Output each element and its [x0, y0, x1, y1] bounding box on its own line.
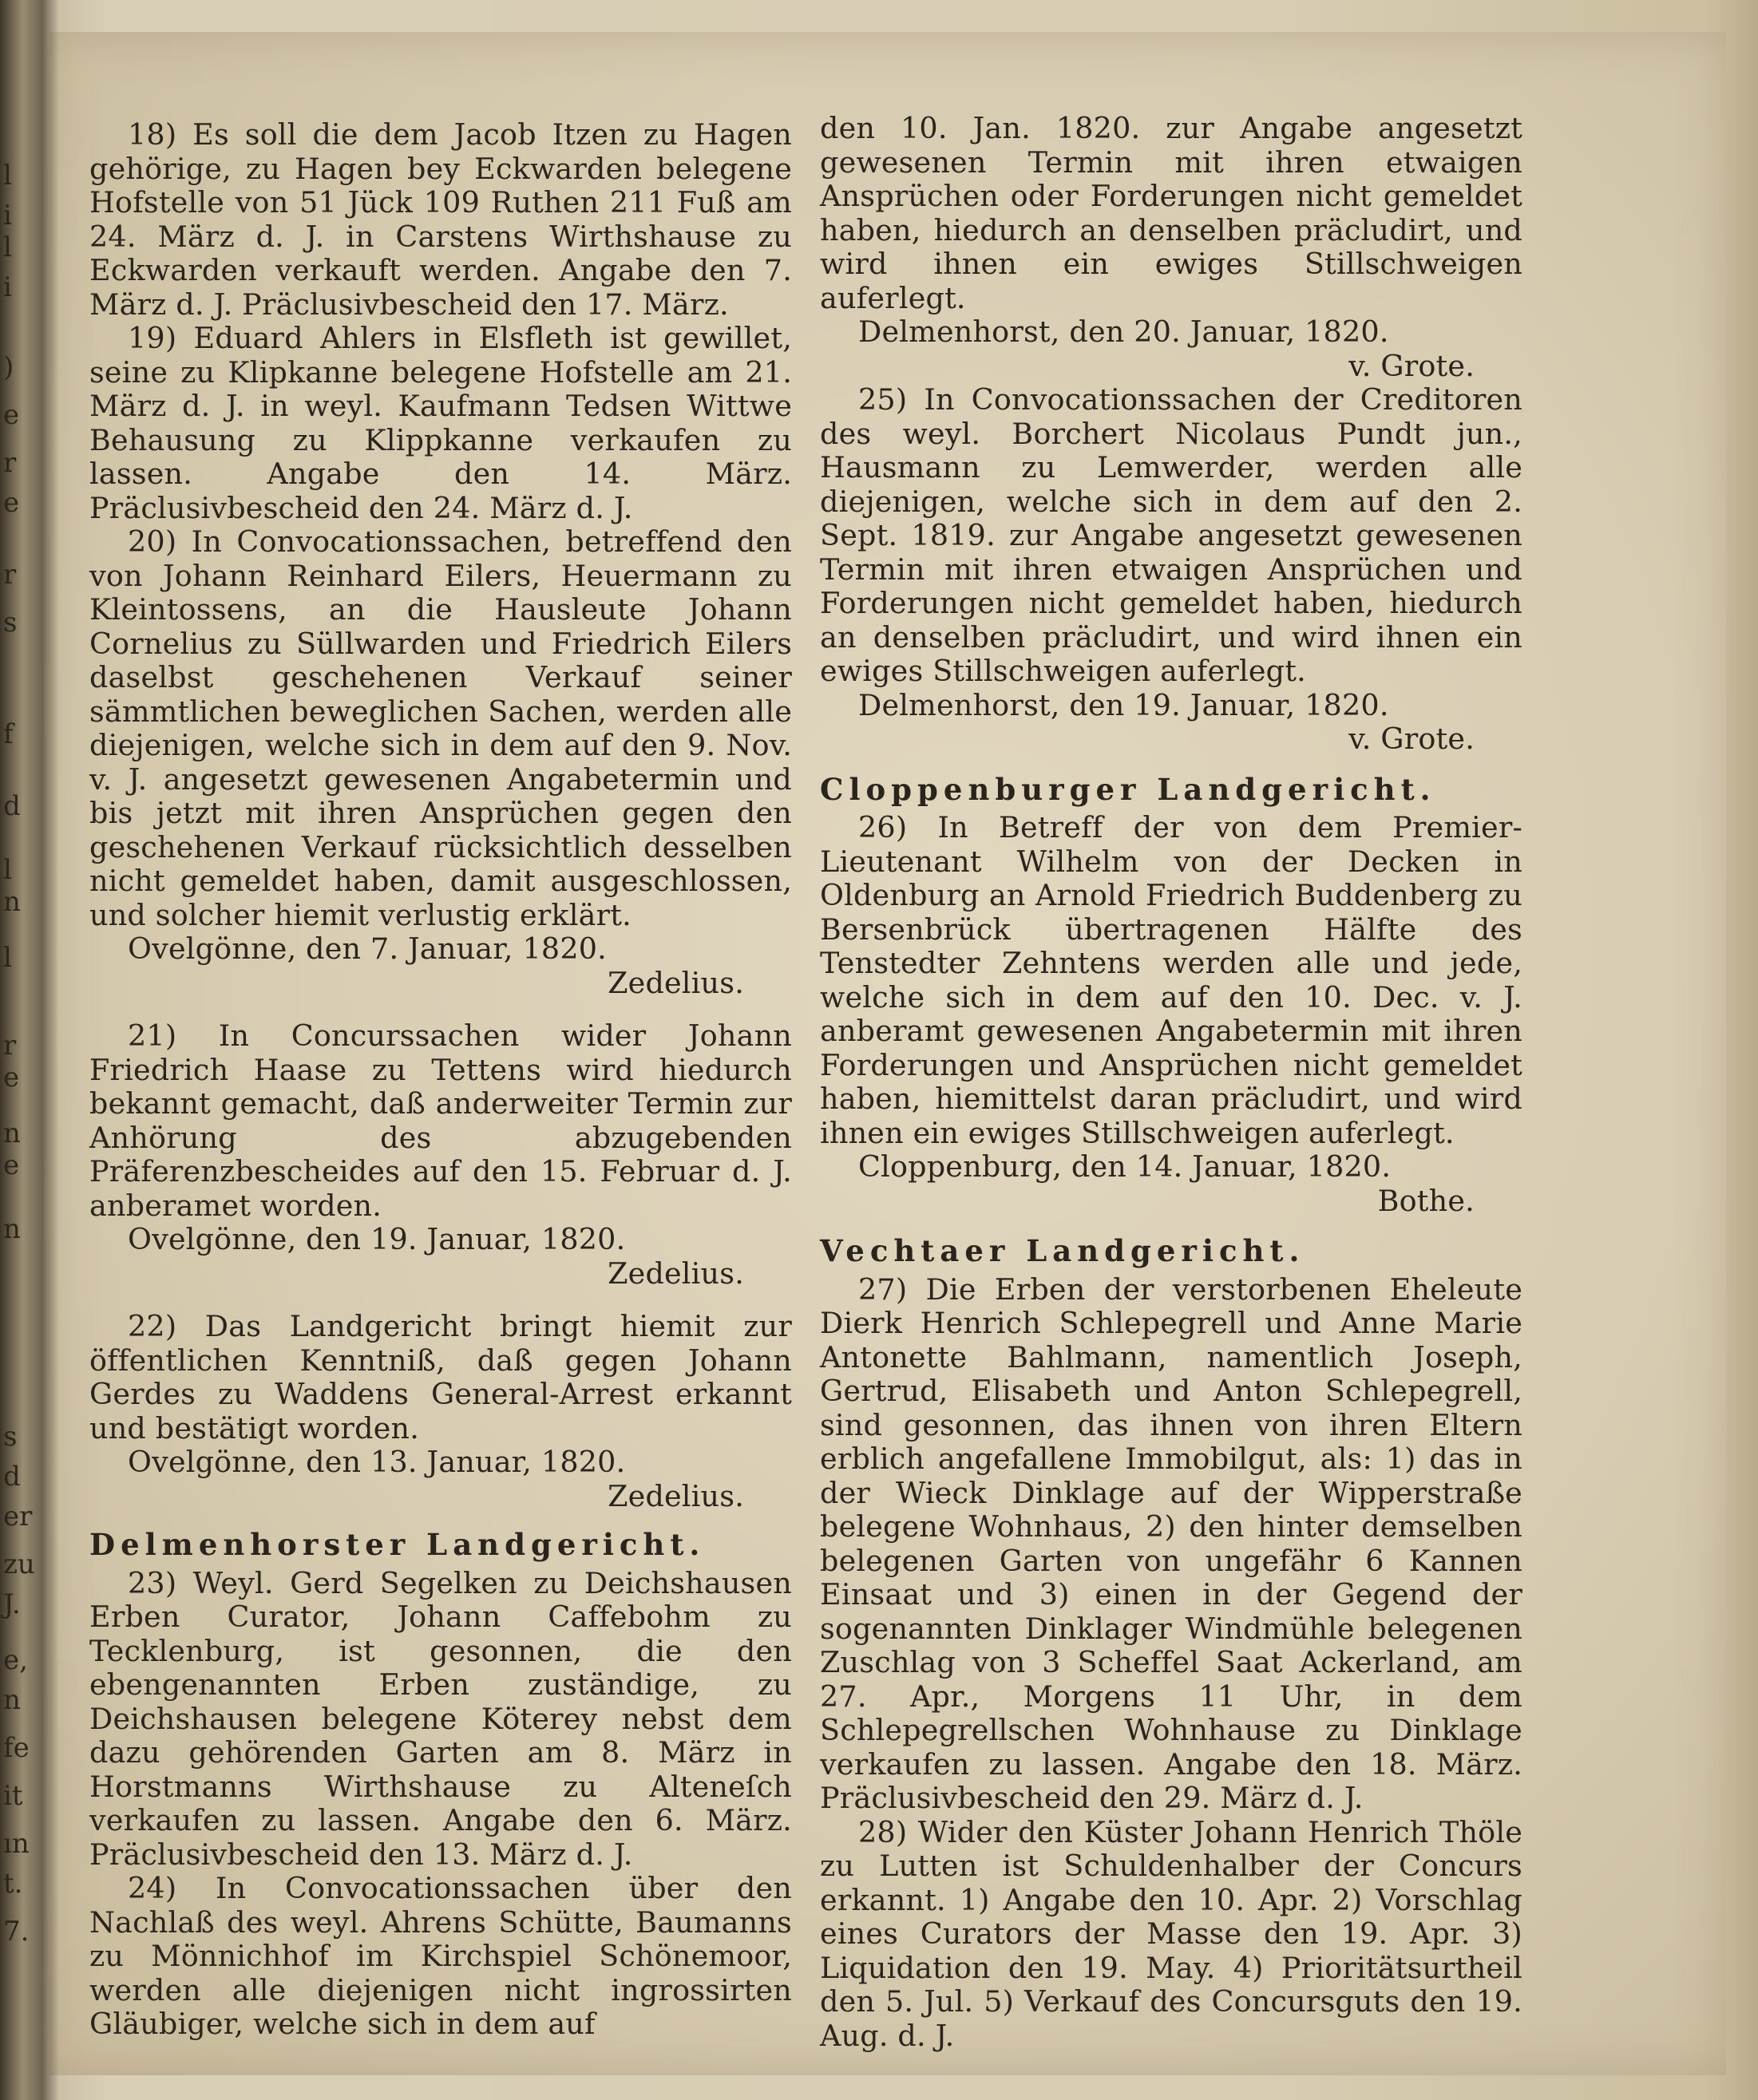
- edge-glyph: f: [3, 718, 14, 750]
- edge-glyph: i: [3, 200, 12, 231]
- edge-glyph: it: [3, 1780, 23, 1812]
- edge-glyph: e: [3, 487, 20, 519]
- court-heading: Cloppenburger Landgericht.: [820, 771, 1436, 807]
- edge-glyph: er: [3, 1501, 33, 1532]
- notice-paragraph: 18) Es soll die dem Jacob Itzen zu Hagen gehörige, zu Hagen bey Eckwarden belegene Hofstelle von 51 Jück 109 Ruthen 211 Fuß am 24. März d. J. in Carstens Wirthshause zu Eckwarden verkauft werden. Angabe den 7. März d. J. Präclusivbescheid den 17. März.: [89, 117, 792, 322]
- edge-glyph: fe: [3, 1732, 30, 1764]
- edge-glyph: n: [3, 1213, 21, 1245]
- dateline: Ovelgönne, den 13. Januar, 1820.: [128, 1445, 626, 1479]
- edge-glyph: s: [3, 607, 18, 639]
- left-column: [89, 118, 792, 2042]
- edge-glyph: l: [3, 854, 12, 886]
- notice-continuation: den 10. Jan. 1820. zur Angabe angesetzt gewesenen Termin mit ihren etwaigen Ansprüchen oder Forderungen nicht gemeldet haben, hiedurch an denselben präcludirt, und wird ihnen ein ewiges Stillschweigen auferlegt.: [820, 111, 1522, 315]
- notice-paragraph: 22) Das Landgericht bringt hiemit zur öffentlichen Kenntniß, daß gegen Johann Gerdes zu Waddens General-Arrest erkannt und bestätigt worden.: [89, 1309, 792, 1445]
- notice-paragraph: 24) In Convocationssachen über den Nachlaß des weyl. Ahrens Schütte, Baumanns zu Mönnichhof im Kirchspiel Schönemoor, werden alle diejenigen nicht ingrossirten Gläubiger, welche sich in dem auf: [89, 1871, 792, 2041]
- signature: Zedelius.: [608, 965, 744, 1000]
- notice-paragraph: 23) Weyl. Gerd Segelken zu Deichshausen Erben Curator, Johann Caffebohm zu Tecklenburg, ist gesonnen, die den ebengenannten Erben zuständige, zu Deichshausen belegene Köterey nebst dem dazu gehörenden Garten am 8. März in Horstmanns Wirthshause zu Alteneſch verkaufen zu lassen. Angabe den 6. März. Präclusivbescheid den 13. März d. J.: [89, 1565, 792, 1872]
- notice-paragraph: 28) Wider den Küster Johann Henrich Thöle zu Lutten ist Schuldenhalber der Concurs erkannt. 1) Angabe den 10. Apr. 2) Vorschlag eines Curators der Masse den 19. Apr. 3) Liquidation den 19. May. 4) Prioritätsurtheil den 5. Jul. 5) Verkauf des Concursguts den 19. Aug. d. J.: [820, 1814, 1522, 2053]
- edge-glyph: r: [3, 559, 17, 591]
- notice-paragraph: 19) Eduard Ahlers in Elsfleth ist gewillet, seine zu Klipkanne belegene Hofstelle am 21. März d. J. in weyl. Kaufmann Tedsen Wittwe Behausung zu Klippkanne verkaufen zu lassen. Angabe den 14. März. Präclusivbescheid den 24. März d. J.: [89, 321, 792, 525]
- dateline: Ovelgönne, den 19. Januar, 1820.: [128, 1222, 626, 1256]
- edge-glyph: zu: [3, 1548, 35, 1580]
- edge-glyph: s: [3, 1421, 18, 1453]
- edge-glyph: n: [3, 886, 21, 918]
- spacer: [89, 1000, 792, 1019]
- edge-glyph: d: [3, 1461, 21, 1493]
- notice-paragraph: 20) In Convocationssachen, betreffend den von Johann Reinhard Eilers, Heuermann zu Kleintossens, an die Hausleute Johann Cornelius zu Süllwarden und Friedrich Eilers daselbst geschehenen Verkauf seiner sämmtlichen beweglichen Sachen, werden alle diejenigen, welche sich in dem auf den 9. Nov. v. J. angesetzt gewesenen Angabetermin und bis jetzt mit ihren Ansprüchen gegen den geschehenen Verkauf rücksichtlich desselben nicht gemeldet haben, damit ausgeschlossen, und solcher hiemit verlustig erklärt.: [89, 524, 792, 932]
- dateline: Delmenhorst, den 20. Januar, 1820.: [858, 314, 1389, 349]
- edge-glyph: e: [3, 1062, 20, 1094]
- dateline: Cloppenburg, den 14. Januar, 1820.: [858, 1149, 1392, 1184]
- spacer: [89, 1291, 792, 1310]
- edge-glyph: i: [3, 271, 12, 303]
- gutter-shadow: [42, 0, 59, 2100]
- notice-paragraph: 27) Die Erben der verstorbenen Eheleute Dierk Henrich Schlepegrell und Anne Marie Antonette Bahlmann, namentlich Joseph, Gertrud, Elisabeth und Anton Schlepegrell, sind gesonnen, das ihnen von ihren Eltern erblich angefallene Immobilgut, als: 1) das in der Wieck Dinklage auf der Wipperstraße belegene Wohnhaus, 2) den hinter demselben belegenen Garten von ungefähr 6 Kannen Einsaat und 3) einen in der Gegend der sogenannten Dinklager Windmühle belegenen Zuschlag von 3 Scheffel Saat Ackerland, am 27. Apr., Morgens 11 Uhr, in dem Schlepegrellschen Wohnhause zu Dinklage verkaufen zu lassen. Angabe den 18. März. Präclusivbescheid den 29. März d. J.: [820, 1271, 1522, 1815]
- signature: Zedelius.: [608, 1478, 744, 1513]
- dateline: Ovelgönne, den 7. Januar, 1820.: [128, 931, 607, 966]
- edge-glyph: d: [3, 790, 21, 822]
- right-column: [820, 112, 1522, 2053]
- edge-glyph: n: [3, 1684, 21, 1716]
- signature: v. Grote.: [1348, 348, 1475, 383]
- edge-glyph: l: [3, 160, 12, 192]
- edge-glyph: t.: [3, 1868, 23, 1900]
- edge-glyph: r: [3, 447, 17, 479]
- edge-glyph: e,: [3, 1644, 28, 1676]
- edge-glyph: l: [3, 942, 12, 974]
- edge-glyph: e: [3, 1149, 20, 1181]
- edge-glyph: J.: [3, 1588, 21, 1620]
- notice-paragraph: 25) In Convocationssachen der Creditoren des weyl. Borchert Nicolaus Pundt jun., Hausmann zu Lemwerder, werden alle diejenigen, welche sich in dem auf den 2. Sept. 1819. zur Angabe angesetzt gewesenen Termin mit ihren etwaigen Ansprüchen und Forderungen nicht gemeldet haben, hiedurch an denselben präcludirt, und wird ihnen ein ewiges Stillschweigen auferlegt.: [820, 382, 1522, 688]
- notice-paragraph: 21) In Concurssachen wider Johann Friedrich Haase zu Tettens wird hiedurch bekannt gemacht, daß anderweiter Termin zur Anhörung des abzugebenden Präferenzbescheides auf den 15. Februar d. J. anberamet worden.: [89, 1018, 792, 1223]
- court-heading: Vechtaer Landgericht.: [820, 1233, 1305, 1268]
- edge-glyph: e: [3, 399, 20, 431]
- edge-glyph: ): [3, 351, 14, 383]
- edge-glyph: l: [3, 231, 12, 263]
- dateline: Delmenhorst, den 19. Januar, 1820.: [858, 687, 1389, 722]
- edge-glyph: ın: [3, 1828, 30, 1860]
- edge-glyph: 7.: [3, 1916, 30, 1948]
- signature: v. Grote.: [1348, 722, 1475, 756]
- court-heading: Delmenhorster Landgericht.: [89, 1527, 706, 1562]
- signature: Zedelius.: [608, 1256, 744, 1291]
- edge-glyph: r: [3, 1030, 17, 1062]
- signature: Bothe.: [1377, 1183, 1475, 1218]
- notice-paragraph: 26) In Betreff der von dem Premier-Lieutenant Wilhelm von der Decken in Oldenburg an Arnold Friedrich Buddenberg zu Bersenbrück übertragenen Hälfte des Tenstedter Zehntens werden alle und jede, welche sich in dem auf den 10. Dec. v. J. anberamt gewesenen Angabetermin mit ihren Forderungen und Ansprüchen nicht gemeldet haben, hiemittelst daran präcludirt, und wird ihnen ein ewiges Stillschweigen auferlegt.: [820, 810, 1522, 1150]
- edge-glyph: n: [3, 1117, 21, 1149]
